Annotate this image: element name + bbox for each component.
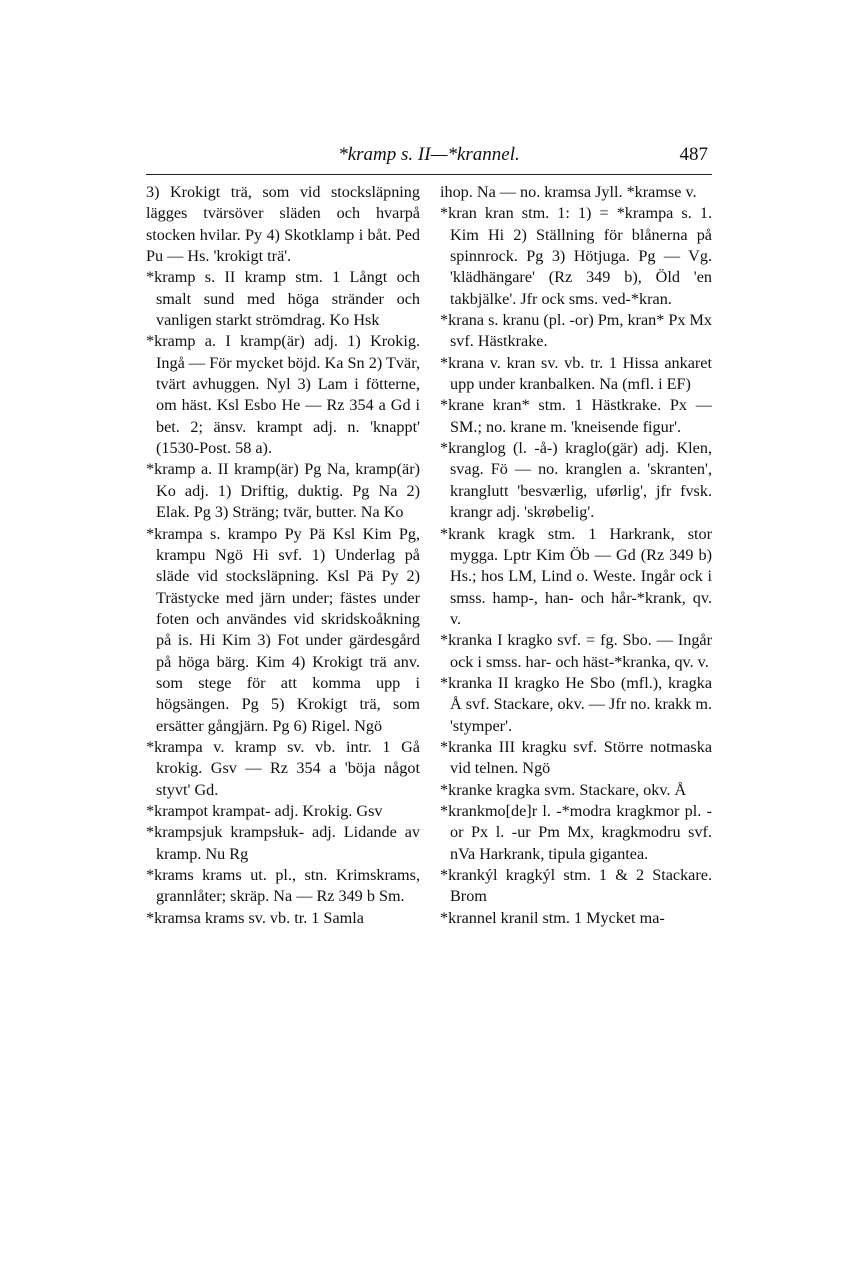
dictionary-entry: *kranka III kragku svf. Större notmaska vid telnen. Ngö bbox=[440, 737, 712, 778]
page-header bbox=[146, 140, 712, 175]
dictionary-entry: ihop. Na — no. kramsa Jyll. *kramse v. bbox=[440, 183, 697, 201]
dictionary-entry: 3) Krokigt trä, som vid stocksläpning lägges tvärsöver släden och hvarpå stocken hvilar. Py 4) Skotklamp i båt. Ped Pu — Hs. 'krokigt trä'. bbox=[146, 183, 420, 266]
dictionary-entry: *krane kran* stm. 1 Hästkrake. Px — SM.; no. krane m. 'kneisende figur'. bbox=[440, 396, 712, 436]
dictionary-entry: *kranglog (l. -å-) kraglo(gär) adj. Klen, svag. Fö — no. kranglen a. 'skranten', kranglutt 'besværlig, uførlig', jfr fvsk. krangr adj. 'skrøbelig'. bbox=[440, 439, 712, 522]
dictionary-entry: *kramp s. II kramp stm. 1 Långt och smalt sund med höga stränder och vanligen starkt strömdrag. Ko Hsk bbox=[146, 268, 420, 330]
dictionary-entry: *krankýl kragkýl stm. 1 & 2 Stackare. Brom bbox=[440, 866, 712, 906]
dictionary-entry: *krana v. kran sv. vb. tr. 1 Hissa ankaret upp under kranbalken. Na (mfl. i EF) bbox=[440, 353, 712, 394]
dictionary-entry: *krampsjuk krampsłuk- adj. Lidande av kramp. Nu Rg bbox=[146, 823, 420, 863]
dictionary-entry: *kranka I kragko svf. = fg. Sbo. — Ingår ock i smss. har- och häst-*kranka, qv. v. bbox=[440, 631, 712, 671]
running-head: *kramp s. II—*krannel. bbox=[338, 144, 520, 165]
dictionary-entry: *krampa v. kramp sv. vb. intr. 1 Gå krokig. Gsv — Rz 354 a 'böja något styvt' Gd. bbox=[146, 737, 420, 799]
dictionary-entry: *krankmo[de]r l. -*modra kragkmor pl. -or Px l. -ur Pm Mx, kragkmodru svf. nVa Harkrank, tipula gigantea. bbox=[440, 801, 712, 863]
page-number: 487 bbox=[679, 144, 708, 165]
dictionary-entry: *kranke kragka svm. Stackare, okv. Å bbox=[440, 780, 687, 799]
dictionary-entry: *kranka II kragko He Sbo (mfl.), kragka Å svf. Stackare, okv. — Jfr no. krakk m. 'stymper'. bbox=[440, 673, 712, 735]
dictionary-entry: *kran kran stm. 1: 1) = *krampa s. 1. Kim Hi 2) Ställning för blånerna på spinnrock. Pg 3) Hötjuga. Pg — Vg. 'klädhängare' (Rz 349 b), Öld 'en takbjälke'. Jfr ock sms. ved-*kran. bbox=[440, 204, 712, 308]
dictionary-entry: *krana s. kranu (pl. -or) Pm, kran* Px Mx svf. Hästkrake. bbox=[440, 311, 712, 351]
dictionary-entry: *krank kragk stm. 1 Harkrank, stor mygga. Lptr Kim Öb — Gd (Rz 349 b) Hs.; hos LM, Lind o. Weste. Ingår ock i smss. hamp-, han- och hår-*krank, qv. v. bbox=[440, 524, 712, 628]
dictionary-entry: *krannel kranil stm. 1 Mycket ma- bbox=[440, 908, 665, 927]
right-column bbox=[440, 182, 712, 929]
left-column bbox=[146, 182, 420, 929]
dictionary-entry: *kramp a. II kramp(är) Pg Na, kramp(är) Ko adj. 1) Driftig, duktig. Pg Na 2) Elak. Pg 3) Sträng; tvär, butter. Na Ko bbox=[146, 460, 420, 522]
dictionary-entry: *krams krams ut. pl., stn. Krimskrams, grannlåter; skräp. Na — Rz 349 b Sm. bbox=[146, 866, 420, 906]
dictionary-entry: *kramsa krams sv. vb. tr. 1 Samla bbox=[146, 908, 364, 927]
dictionary-entry: *krampa s. krampo Py Pä Ksl Kim Pg, krampu Ngö Hi svf. 1) Underlag på släde vid stocksläpning. Ksl Pä Py 2) Trästycke med järn under; fästes under foten och användes vid skridskoåkning på is. Hi Kim 3) Fot under gärdesgård på höga bärg. Kim 4) Krokigt trä anv. som stege för att komma upp i högsängen. Pg 5) Krokigt trä, som ersätter gångjärn. Pg 6) Rigel. Ngö bbox=[146, 524, 420, 735]
dictionary-entry: *kramp a. I kramp(är) adj. 1) Krokig. Ingå — För mycket böjd. Ka Sn 2) Tvär, tvärt avhuggen. Nyl 3) Lam i fötterne, om häst. Ksl Esbo He — Rz 354 a Gd i bet. 2; änsv. krampt adj. n. 'knappt' (1530-Post. 58 a). bbox=[146, 332, 420, 458]
dictionary-entry: *krampot krampat- adj. Krokig. Gsv bbox=[146, 801, 383, 820]
